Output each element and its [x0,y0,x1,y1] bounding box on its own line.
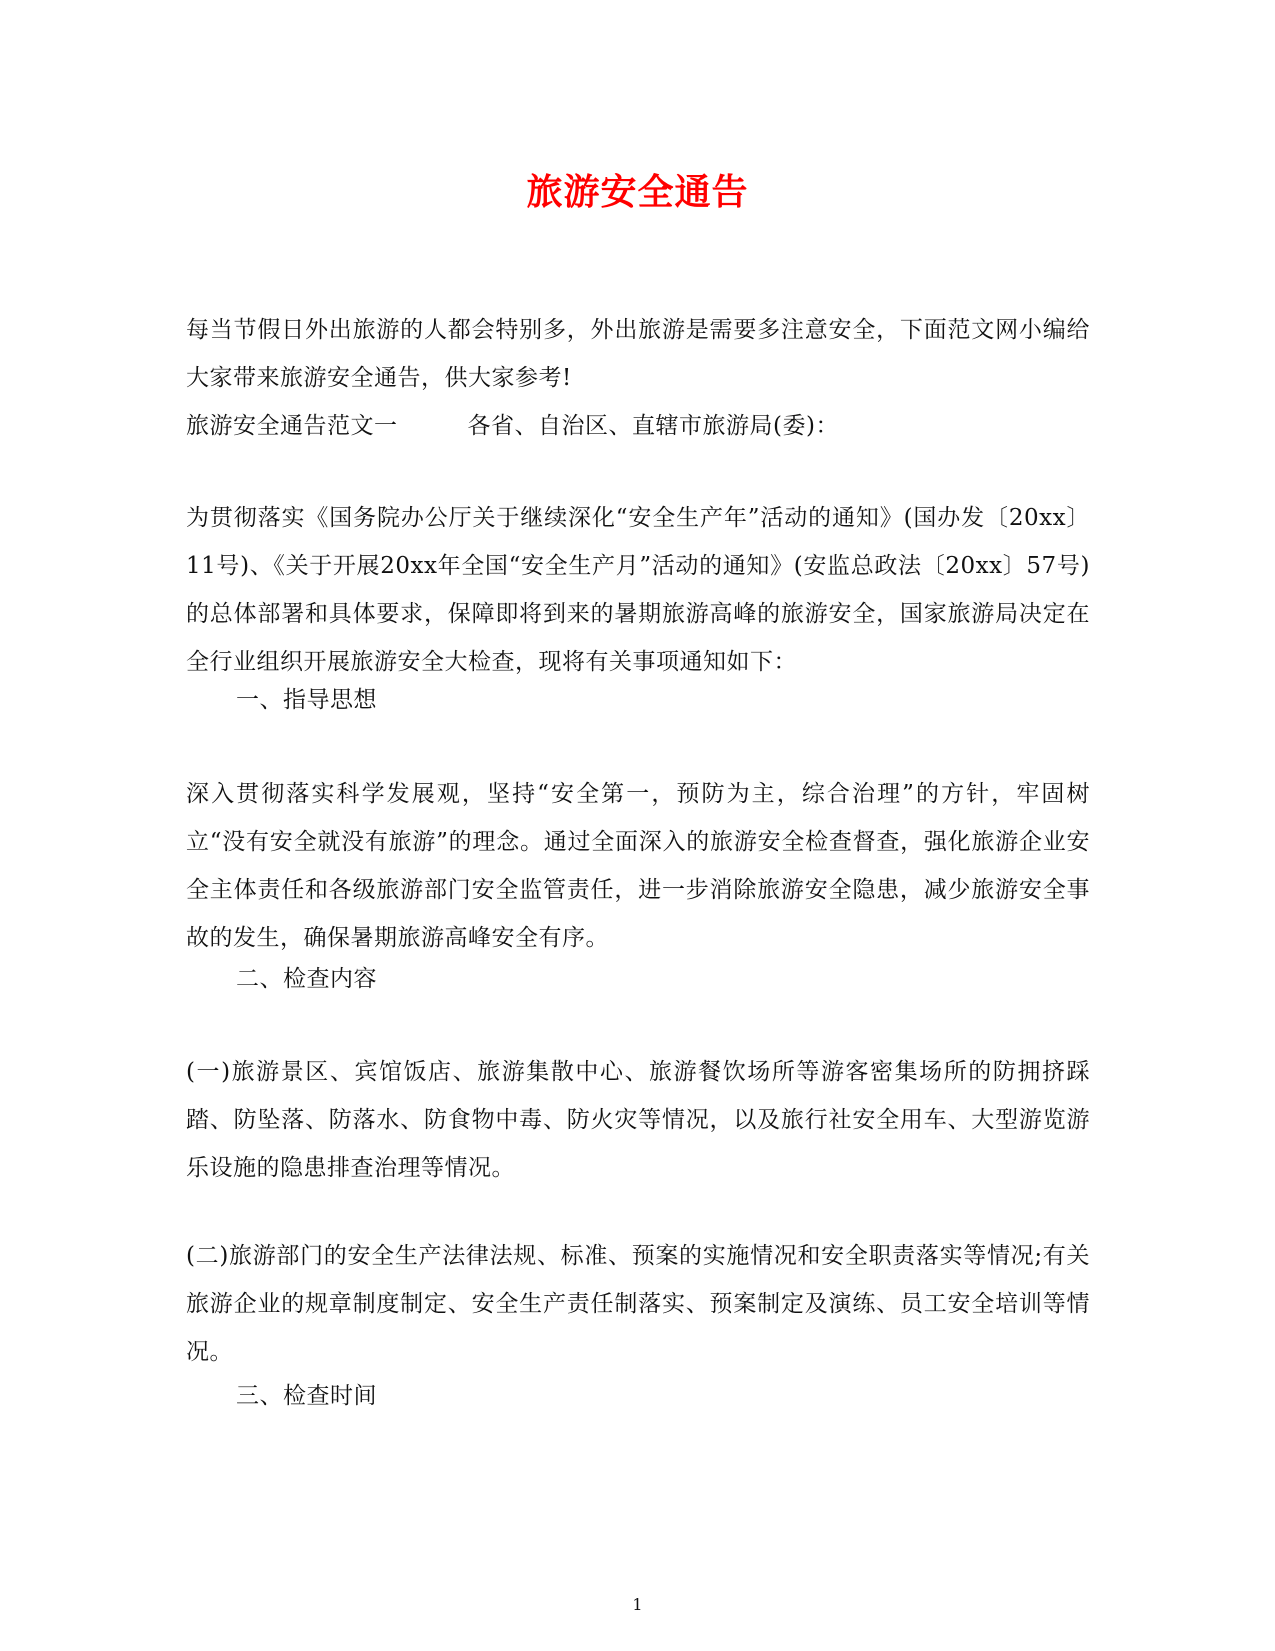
sample-line [186,402,1090,450]
paragraph-3: (一)旅游景区、宾馆饭店、旅游集散中心、旅游餐饮场所等游客密集场所的防拥挤踩踏、防坠落、防落水、防食物中毒、防火灾等情况，以及旅行社安全用车、大型游览游乐设施的隐患排查治理等情况。 [186,1059,1090,1181]
page-number: 1 [632,1595,643,1614]
document-title: 旅游安全通告 [526,171,749,213]
addressee: 各省、自治区、直辖市旅游局(委)： [467,413,839,439]
paragraph-1: 为贯彻落实《国务院办公厅关于继续深化“安全生产年”活动的通知》(国办发〔20xx〕11号)、《关于开展20xx年全国“安全生产月”活动的通知》(安监总政法〔20xx〕57号)的总体部署和具体要求，保障即将到来的暑期旅游高峰的旅游安全，国家旅游局决定在全行业组织开展旅游安全大检查，现将有关事项通知如下： [186,505,1090,675]
intro-paragraph: 每当节假日外出旅游的人都会特别多，外出旅游是需要多注意安全，下面范文网小编给大家带来旅游安全通告，供大家参考! [186,317,1090,391]
paragraph-4: (二)旅游部门的安全生产法律法规、标准、预案的实施情况和安全职责落实等情况;有关旅游企业的规章制度制定、安全生产责任制落实、预案制定及演练、员工安全培训等情况。 [186,1243,1090,1365]
section-heading-1: 一、指导思想 [236,687,377,713]
section-heading-3: 三、检查时间 [236,1383,377,1409]
section-heading-2: 二、检查内容 [236,966,377,992]
paragraph-2: 深入贯彻落实科学发展观，坚持“安全第一，预防为主，综合治理”的方针，牢固树立“没有安全就没有旅游”的理念。通过全面深入的旅游安全检查督查，强化旅游企业安全主体责任和各级旅游部门安全监管责任，进一步消除旅游安全隐患，减少旅游安全事故的发生，确保暑期旅游高峰安全有序。 [186,781,1090,951]
sample-label: 旅游安全通告范文一 [186,413,398,439]
